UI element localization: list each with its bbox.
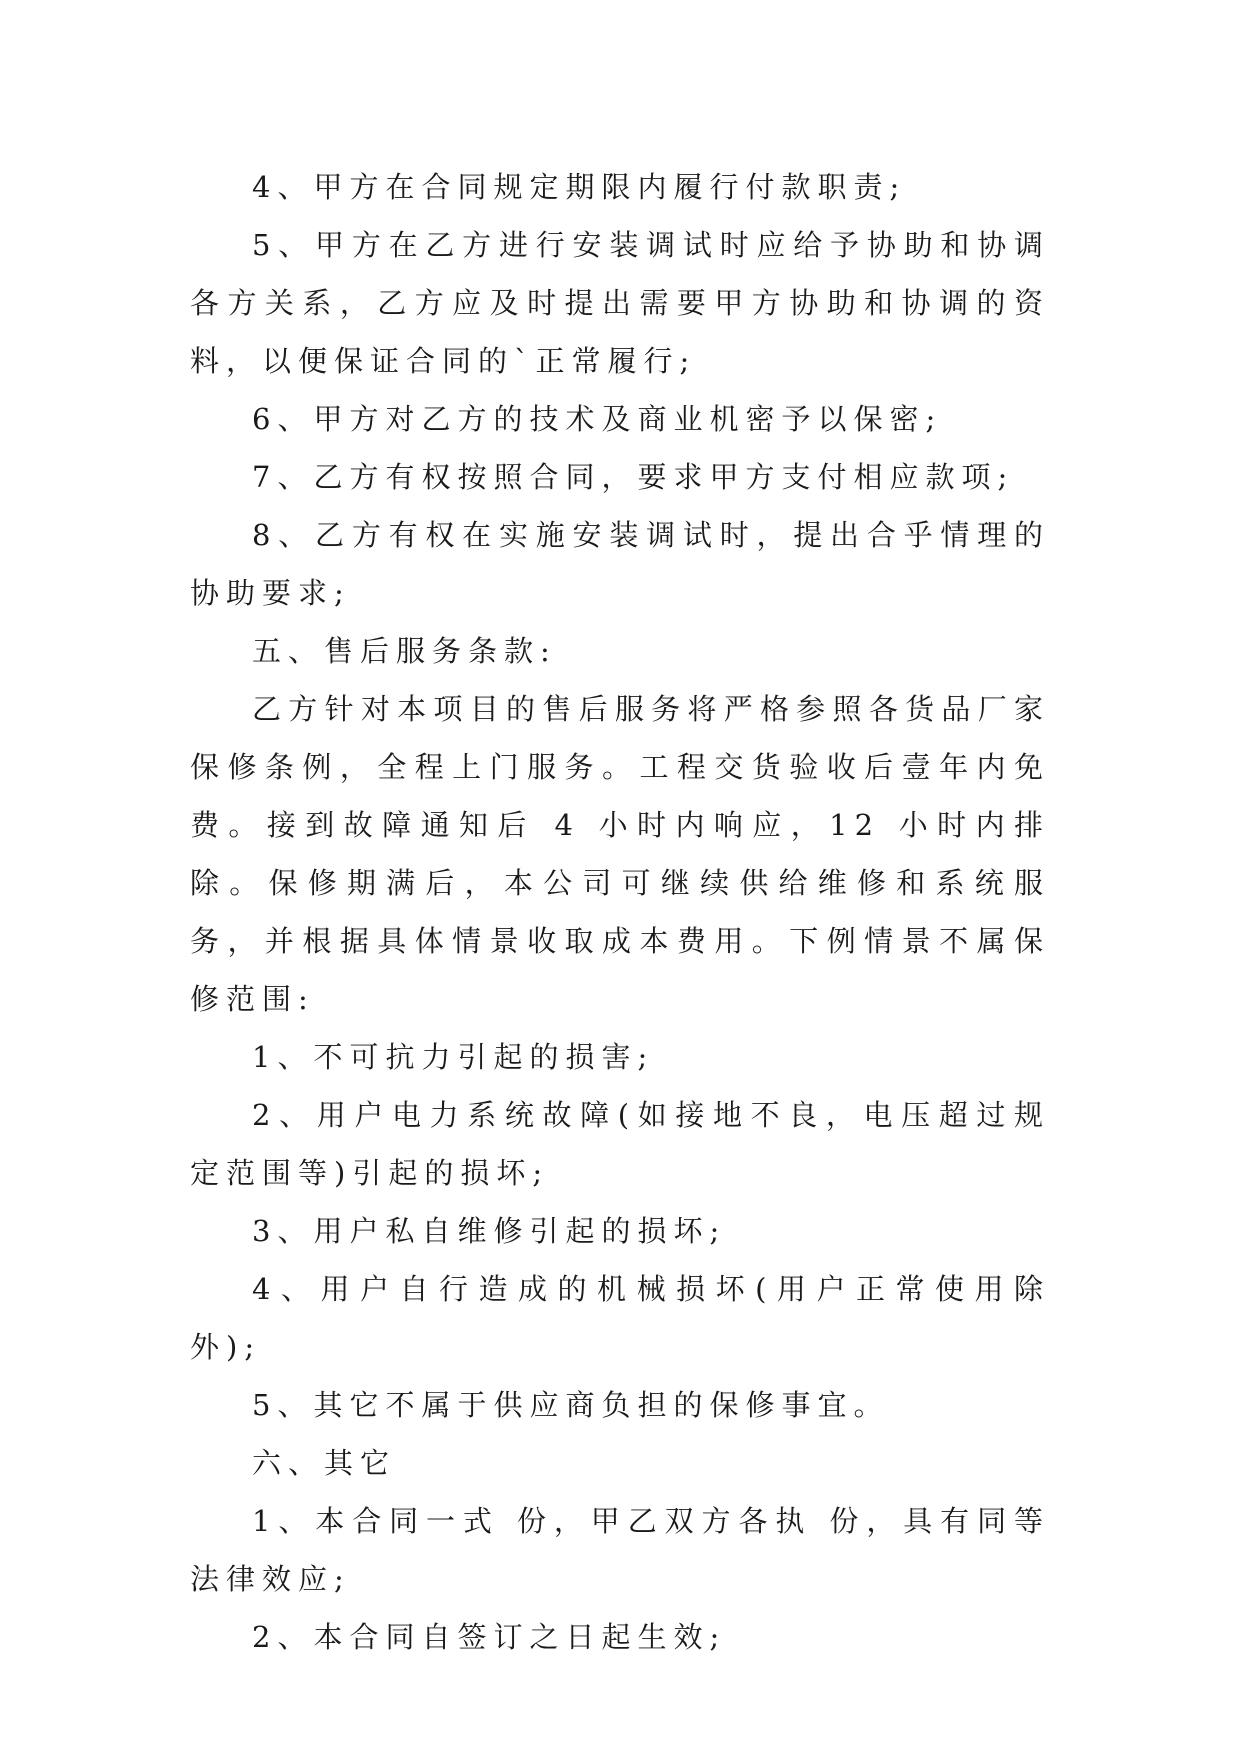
clause-paragraph: 7、乙方有权按照合同，要求甲方支付相应款项; bbox=[252, 460, 1015, 494]
document-body bbox=[190, 158, 1050, 1666]
clause-paragraph: 2、本合同自签订之日起生效; bbox=[252, 1620, 727, 1654]
clause-paragraph: 8、乙方有权在实施安装调试时，提出合乎情理的协助要求; bbox=[190, 518, 1050, 610]
clause-paragraph: 1、本合同一式 份，甲乙双方各执 份，具有同等法律效应; bbox=[190, 1504, 1050, 1596]
clause-paragraph: 4、甲方在合同规定期限内履行付款职责; bbox=[252, 170, 907, 204]
section-paragraph: 乙方针对本项目的售后服务将严格参照各货品厂家保修条例，全程上门服务。工程交货验收后壹年内免费。接到故障通知后 4 小时内响应，12 小时内排除。保修期满后，本公司可继续供给维修和系统服务，并根据具体情景收取成本费用。下例情景不属保修范围: bbox=[190, 692, 1050, 1016]
clause-paragraph: 1、不可抗力引起的损害; bbox=[252, 1040, 655, 1074]
section-heading: 六、其它 bbox=[252, 1446, 397, 1480]
clause-paragraph: 5、其它不属于供应商负担的保修事宜。 bbox=[252, 1388, 890, 1422]
clause-paragraph: 4、用户自行造成的机械损坏(用户正常使用除外); bbox=[190, 1272, 1050, 1364]
clause-paragraph: 5、甲方在乙方进行安装调试时应给予协助和协调各方关系，乙方应及时提出需要甲方协助和协调的资料，以便保证合同的`正常履行; bbox=[190, 228, 1050, 378]
clause-paragraph: 3、用户私自维修引起的损坏; bbox=[252, 1214, 727, 1248]
clause-paragraph: 6、甲方对乙方的技术及商业机密予以保密; bbox=[252, 402, 943, 436]
clause-paragraph: 2、用户电力系统故障(如接地不良，电压超过规定范围等)引起的损坏; bbox=[190, 1098, 1050, 1190]
section-heading: 五、售后服务条款: bbox=[252, 634, 557, 668]
